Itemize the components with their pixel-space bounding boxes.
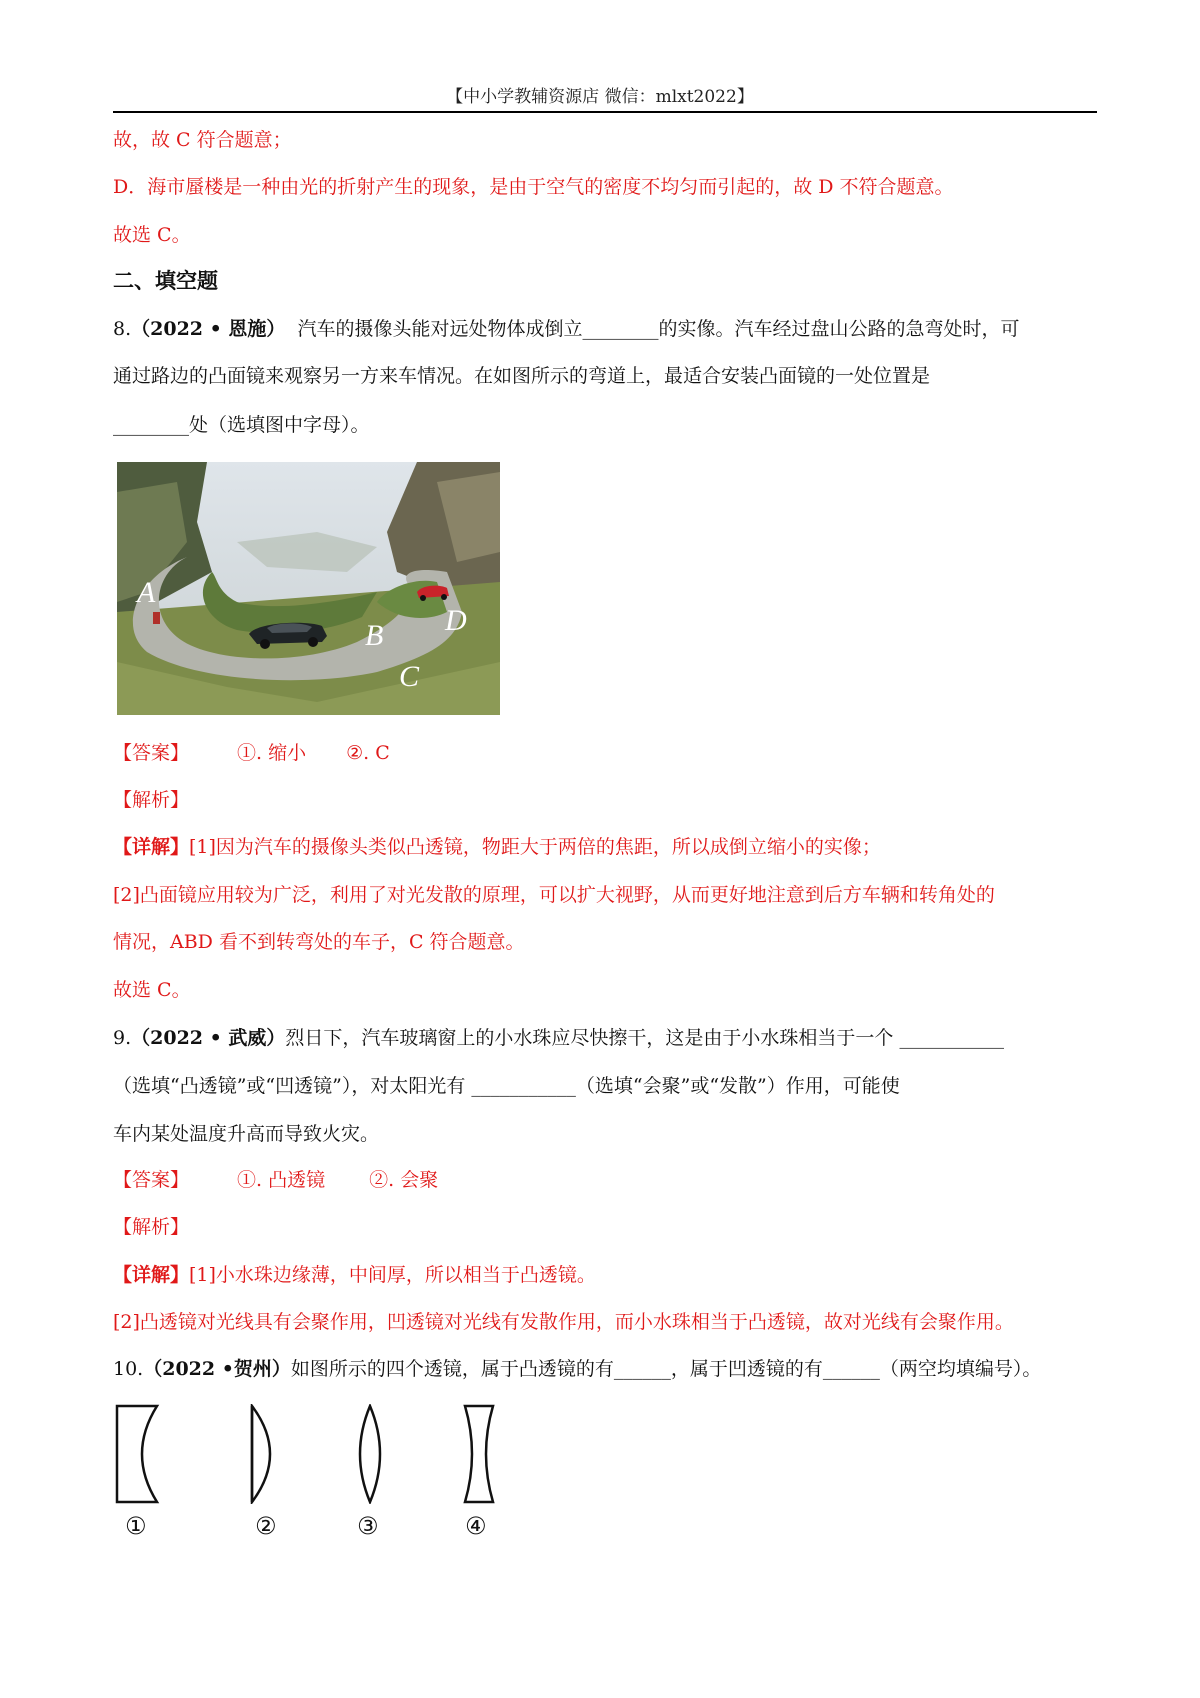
question-source: （2022 •贺州） [143,1358,291,1380]
analysis-tag: 【解析】 [113,789,190,811]
header-divider [113,111,1097,113]
answer-2: ②. C [346,742,390,764]
question-source: （2022 • 武威） [131,1027,286,1049]
lens-4-icon [459,1404,499,1504]
detail-line-3: 情况，ABD 看不到转弯处的车子，C 符合题意。 [113,931,525,953]
answer-tag: 【答案】 [113,1169,190,1191]
text-line: 故，故 C 符合题意； [113,129,292,151]
question-text: 如图所示的四个透镜，属于凸透镜的有______，属于凹透镜的有______（两空均填编号）。 [290,1358,1042,1380]
answer-line [113,740,390,766]
question-number: 9. [113,1027,132,1049]
lens-1-label: ① [125,1512,147,1540]
mountain-road-photo [117,462,500,715]
detail-tag: 【详解】 [113,1264,190,1286]
page-header: 【中小学教辅资源店 微信：mlxt2022】 [446,87,754,107]
detail-line-2: [2]凸面镜应用较为广泛，利用了对光发散的原理，可以扩大视野，从而更好地注意到后方车辆和转角处的 [113,884,995,906]
detail-line-1 [113,834,881,860]
detail-text: [1]因为汽车的摄像头类似凸透镜，物距大于两倍的焦距，所以成倒立缩小的实像； [189,836,881,858]
question-9-line-2: （选填“凸透镜”或“凹透镜”），对太阳光有 ___________（选填“会聚”或“发散”）作用，可能使 [113,1075,900,1097]
question-text: 汽车的摄像头能对远处物体成倒立________的实像。汽车经过盘山公路的急弯处时，可 [297,318,1020,340]
question-source: （2022 • 恩施） [131,318,286,340]
lens-2-label: ② [255,1512,277,1540]
answer-line [113,1167,438,1193]
answer-tag: 【答案】 [113,742,190,764]
detail-line-1 [113,1262,596,1288]
question-8-line-2: 通过路边的凸面镜来观察另一方来车情况。在如图所示的弯道上，最适合安装凸面镜的一处位置是 [113,365,931,387]
question-9-line-3: 车内某处温度升高而导致火灾。 [113,1123,380,1145]
analysis-tag: 【解析】 [113,1216,190,1238]
text-line: D．海市蜃楼是一种由光的折射产生的现象，是由于空气的密度不均匀而引起的，故 D 不符合题意。 [113,176,954,198]
figure-label-c: C [399,660,420,693]
question-8-line-1 [113,316,1020,342]
question-text: 烈日下，汽车玻璃窗上的小水珠应尽快擦干，这是由于小水珠相当于一个 ___________ [285,1027,1004,1049]
text-line: 故选 C。 [113,224,191,246]
question-9-line-1 [113,1025,1004,1051]
answer-1: ①. 凸透镜 [237,1169,326,1191]
lens-2-icon [240,1404,290,1504]
figure-label-b: B [365,619,384,652]
question-number: 8. [113,318,132,340]
detail-tag: 【详解】 [113,836,190,858]
lens-3-label: ③ [357,1512,379,1540]
detail-line-2: [2]凸透镜对光线具有会聚作用，凹透镜对光线有发散作用，而小水珠相当于凸透镜，故对光线有会聚作用。 [113,1311,1014,1333]
conclusion: 故选 C。 [113,979,191,1001]
figure-label-d: D [445,604,467,637]
lens-1-icon [113,1404,173,1504]
figure-label-a: A [137,576,156,609]
section-title: 二、填空题 [113,269,218,293]
answer-2: ②. 会聚 [369,1169,439,1191]
lens-4-label: ④ [465,1512,487,1540]
answer-1: ①. 缩小 [237,742,307,764]
question-number: 10. [113,1358,144,1380]
lens-3-icon [350,1404,390,1504]
question-8-line-3: ________处（选填图中字母）。 [113,414,370,436]
detail-text: [1]小水珠边缘薄，中间厚，所以相当于凸透镜。 [189,1264,596,1286]
question-10-line-1 [113,1356,1041,1382]
